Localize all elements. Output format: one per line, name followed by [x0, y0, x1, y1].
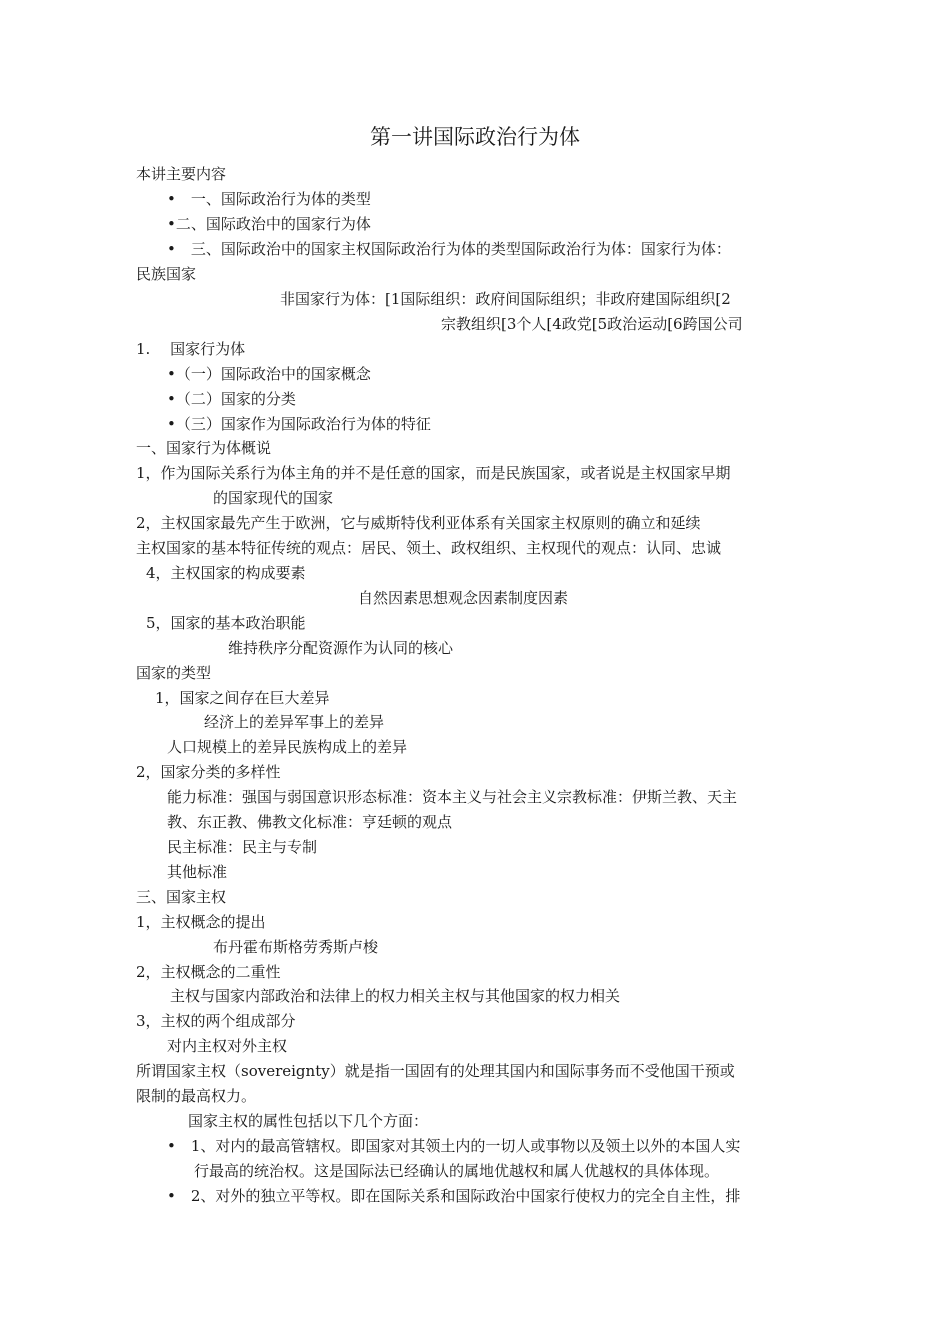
text-line: 民族国家 [136, 265, 197, 283]
text-line: 能力标准：强国与弱国意识形态标准：资本主义与社会主义宗教标准：伊斯兰教、天主 [167, 788, 738, 806]
text-line: 2，主权国家最先产生于欧洲，它与威斯特伐利亚体系有关国家主权原则的确立和延续 [136, 514, 701, 532]
text-line: 民主标准：民主与专制 [167, 838, 318, 856]
text-line: • 一、国际政治行为体的类型 [167, 190, 371, 208]
text-line: 宗教组织[3个人[4政党[5政治运动[6跨国公司 [441, 315, 743, 333]
text-line: •（二）国家的分类 [167, 390, 296, 408]
text-line: 教、东正教、佛教文化标准：亨廷顿的观点 [167, 813, 453, 831]
text-line: 非国家行为体：[1国际组织：政府间国际组织；非政府建国际组织[2 [280, 290, 731, 308]
text-line: • 三、国际政治中的国家主权国际政治行为体的类型国际政治行为体：国家行为体： [167, 240, 731, 258]
text-line: 主权与国家内部政治和法律上的权力相关主权与其他国家的权力相关 [170, 987, 621, 1005]
text-line: 1，国家之间存在巨大差异 [155, 689, 330, 707]
text-line: 行最高的统治权。这是国际法已经确认的属地优越权和属人优越权的具体体现。 [194, 1162, 720, 1180]
text-line: 1，作为国际关系行为体主角的并不是任意的国家，而是民族国家，或者说是主权国家早期 [136, 464, 731, 482]
text-line: 2，国家分类的多样性 [136, 763, 281, 781]
text-line: 4，主权国家的构成要素 [146, 564, 306, 582]
text-line: •（一）国际政治中的国家概念 [167, 365, 371, 383]
text-line: 2，主权概念的二重性 [136, 963, 281, 981]
document-title: 第一讲国际政治行为体 [370, 125, 580, 149]
text-line: • 2、对外的独立平等权。即在国际关系和国际政治中国家行使权力的完全自主性，排 [167, 1187, 741, 1205]
text-line: 主权国家的基本特征传统的观点：居民、领土、政权组织、主权现代的观点：认同、忠诚 [136, 539, 722, 557]
text-line: 本讲主要内容 [136, 165, 227, 183]
text-line: 维持秩序分配资源作为认同的核心 [228, 639, 454, 657]
text-line: • 1、对内的最高管辖权。即国家对其领土内的一切人或事物以及领土以外的本国人实 [167, 1137, 741, 1155]
text-line: 限制的最高权力。 [136, 1087, 257, 1105]
text-line: 经济上的差异军事上的差异 [204, 713, 385, 731]
text-line: 3，主权的两个组成部分 [136, 1012, 296, 1030]
text-line: 所谓国家主权（sovereignty）就是指一国固有的处理其国内和国际事务而不受他国干预或 [136, 1062, 735, 1080]
text-line: 国家的类型 [136, 664, 212, 682]
text-line: 国家主权的属性包括以下几个方面： [188, 1112, 429, 1130]
text-line: 1. 国家行为体 [136, 340, 246, 358]
text-line: 人口规模上的差异民族构成上的差异 [167, 738, 408, 756]
text-line: 5，国家的基本政治职能 [146, 614, 306, 632]
text-line: 对内主权对外主权 [167, 1037, 288, 1055]
text-line: 布丹霍布斯格劳秀斯卢梭 [213, 938, 379, 956]
text-line: 的国家现代的国家 [213, 489, 334, 507]
text-line: 三、国家主权 [136, 888, 227, 906]
text-line: 1，主权概念的提出 [136, 913, 266, 931]
text-line: 自然因素思想观念因素制度因素 [358, 589, 569, 607]
text-line: 其他标准 [167, 863, 228, 881]
text-line: 一、国家行为体概说 [136, 439, 272, 457]
text-line: •（三）国家作为国际政治行为体的特征 [167, 415, 431, 433]
text-line: •二、国际政治中的国家行为体 [167, 215, 371, 233]
